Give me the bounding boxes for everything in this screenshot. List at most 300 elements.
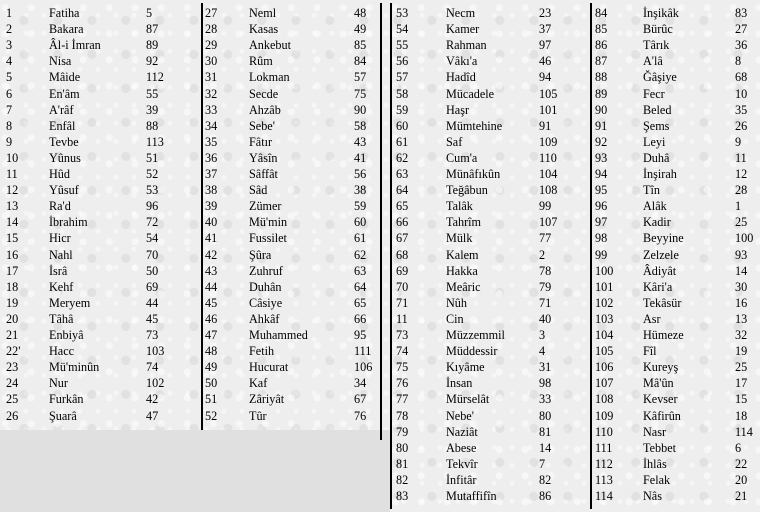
surah-name: Mülk xyxy=(446,231,473,246)
surah-count: 97 xyxy=(539,38,552,53)
surah-name: Bakara xyxy=(49,22,84,37)
surah-num: 2 xyxy=(6,22,13,37)
surah-count: 8 xyxy=(735,54,742,69)
surah-name: Cin xyxy=(446,311,464,326)
surah-count: 54 xyxy=(146,231,159,246)
surah-name: Yûsuf xyxy=(49,183,79,198)
surah-name: Felak xyxy=(643,472,671,487)
surah-count: 2 xyxy=(539,247,546,262)
surah-name: Sebe' xyxy=(249,118,275,133)
surah-num: 47 xyxy=(205,328,218,342)
surah-name: Âl-i İmran xyxy=(49,38,101,53)
surah-count: 98 xyxy=(539,376,552,391)
surah-count: 65 xyxy=(354,295,367,310)
surah-count: 14 xyxy=(735,263,748,278)
surah-name: Kehf xyxy=(49,279,74,294)
surah-count: 88 xyxy=(146,118,159,133)
surah-count: 12 xyxy=(735,167,748,181)
surah-num: 100 xyxy=(595,263,614,278)
surah-num: 82 xyxy=(396,472,409,487)
surah-num: 104 xyxy=(595,328,614,342)
surah-name: Müzzemmil xyxy=(446,328,505,342)
surah-name: Nasr xyxy=(643,424,667,439)
surah-num: 28 xyxy=(205,22,218,37)
surah-name: Neml xyxy=(249,6,277,20)
surah-num: 96 xyxy=(595,199,608,214)
surah-num: 99 xyxy=(595,247,608,262)
surah-num: 29 xyxy=(205,38,218,53)
surah-name: Tevbe xyxy=(49,134,79,149)
surah-name: Muhammed xyxy=(249,328,308,342)
surah-num: 43 xyxy=(205,263,218,278)
surah-count: 19 xyxy=(735,344,748,359)
surah-name: Şuarâ xyxy=(49,408,77,423)
surah-name: Ankebut xyxy=(249,38,291,53)
surah-name: Ahzâb xyxy=(249,102,281,117)
surah-name: Yâsîn xyxy=(249,150,278,165)
surah-name: Asr xyxy=(643,311,661,326)
surah-count: 89 xyxy=(146,38,159,53)
surah-count: 110 xyxy=(539,150,557,165)
surah-name: Duhân xyxy=(249,279,282,294)
surah-name: Kadir xyxy=(643,215,671,230)
surah-name: Hacc xyxy=(49,344,75,359)
surah-num: 11 xyxy=(396,311,408,326)
surah-count: 103 xyxy=(146,344,165,359)
surah-name: Tekâsür xyxy=(643,295,682,310)
surah-count: 112 xyxy=(146,70,164,85)
surah-num: 70 xyxy=(396,279,409,294)
surah-count: 79 xyxy=(539,279,552,294)
surah-num: 108 xyxy=(595,392,614,407)
surah-count: 100 xyxy=(735,231,754,246)
surah-name: Nebe' xyxy=(446,408,474,423)
surah-count: 7 xyxy=(539,456,546,471)
surah-name: Hadîd xyxy=(446,70,476,85)
surah-count: 91 xyxy=(539,118,552,133)
surah-num: 53 xyxy=(396,6,409,20)
surah-name: Talâk xyxy=(446,199,473,214)
surah-num: 38 xyxy=(205,183,218,198)
surah-num: 112 xyxy=(595,456,613,471)
surah-count: 28 xyxy=(735,183,748,198)
surah-name: Necm xyxy=(446,6,476,20)
surah-num: 35 xyxy=(205,134,218,149)
surah-num: 62 xyxy=(396,150,409,165)
surah-count: 73 xyxy=(146,328,159,342)
surah-num: 19 xyxy=(6,295,19,310)
surah-num: 71 xyxy=(396,295,409,310)
surah-name: Zuhruf xyxy=(249,263,283,278)
surah-name: Fetih xyxy=(249,344,275,359)
surah-name: Nâs xyxy=(643,489,662,503)
surah-name: Tekvîr xyxy=(446,456,478,471)
surah-name: Mürselât xyxy=(446,392,490,407)
surah-count: 111 xyxy=(354,344,372,359)
surah-num: 7 xyxy=(6,102,13,117)
surah-name: Mücadele xyxy=(446,86,495,101)
surah-name: Naziât xyxy=(446,424,478,439)
surah-num: 60 xyxy=(396,118,409,133)
surah-name: Mümtehine xyxy=(446,118,503,133)
surah-count: 67 xyxy=(354,392,367,407)
surah-name: Hümeze xyxy=(643,328,684,342)
surah-num: 23 xyxy=(6,360,19,375)
surah-num: 75 xyxy=(396,360,409,375)
surah-num: 30 xyxy=(205,54,218,69)
surah-num: 3 xyxy=(6,38,13,53)
surah-count: 3 xyxy=(539,328,546,342)
surah-count: 53 xyxy=(146,183,159,198)
surah-name: Zelzele xyxy=(643,247,679,262)
surah-name: Hicr xyxy=(49,231,71,246)
surah-count: 81 xyxy=(539,424,552,439)
surah-count: 37 xyxy=(539,22,552,37)
surah-name: İbrahim xyxy=(49,215,88,230)
surah-name: Zâriyât xyxy=(249,392,285,407)
surah-name: Kâfirûn xyxy=(643,408,681,423)
surah-name: Mâide xyxy=(49,70,81,85)
surah-count: 58 xyxy=(354,118,367,133)
surah-name: Enfâl xyxy=(49,118,76,133)
surah-num: 85 xyxy=(595,22,608,37)
surah-count: 36 xyxy=(735,38,748,53)
surah-num: 1 xyxy=(6,6,13,20)
surah-count: 74 xyxy=(146,360,159,375)
surah-num: 92 xyxy=(595,134,608,149)
surah-num: 56 xyxy=(396,54,409,69)
surah-count: 30 xyxy=(735,279,748,294)
surah-name: Sâffât xyxy=(249,167,278,181)
surah-num: 21 xyxy=(6,328,19,342)
surah-count: 107 xyxy=(539,215,558,230)
surah-count: 42 xyxy=(146,392,159,407)
surah-count: 104 xyxy=(539,167,558,181)
surah-count: 64 xyxy=(354,279,367,294)
surah-name: Rûm xyxy=(249,54,273,69)
surah-num: 80 xyxy=(396,440,409,455)
surah-count: 99 xyxy=(539,199,552,214)
surah-num: 89 xyxy=(595,86,608,101)
surah-count: 52 xyxy=(146,167,159,181)
surah-count: 1 xyxy=(735,199,742,214)
surah-name: A'râf xyxy=(49,102,74,117)
surah-num: 110 xyxy=(595,424,613,439)
surah-count: 62 xyxy=(354,247,367,262)
surah-num: 50 xyxy=(205,376,218,391)
surah-count: 78 xyxy=(539,263,552,278)
surah-name: Hûd xyxy=(49,167,70,181)
surah-num: 24 xyxy=(6,376,19,391)
surah-name: Nûh xyxy=(446,295,467,310)
surah-name: Furkân xyxy=(49,392,84,407)
surah-num: 76 xyxy=(396,376,409,391)
surah-name: Kamer xyxy=(446,22,480,37)
surah-num: 105 xyxy=(595,344,614,359)
surah-count: 106 xyxy=(354,360,373,375)
surah-num: 57 xyxy=(396,70,409,85)
surah-num: 111 xyxy=(595,440,613,455)
surah-count: 41 xyxy=(354,150,367,165)
surah-num: 20 xyxy=(6,311,19,326)
surah-num: 32 xyxy=(205,86,218,101)
surah-count: 31 xyxy=(539,360,552,375)
surah-num: 37 xyxy=(205,167,218,181)
surah-name: Nur xyxy=(49,376,68,391)
surah-count: 83 xyxy=(735,6,748,20)
surah-name: Fatiha xyxy=(49,6,80,20)
surah-num: 79 xyxy=(396,424,409,439)
surah-count: 66 xyxy=(354,311,367,326)
surah-name: Ra'd xyxy=(49,199,71,214)
surah-count: 27 xyxy=(735,22,748,37)
surah-num: 46 xyxy=(205,311,218,326)
surah-num: 98 xyxy=(595,231,608,246)
surah-count: 63 xyxy=(354,263,367,278)
surah-num: 74 xyxy=(396,344,409,359)
surah-num: 49 xyxy=(205,360,218,375)
surah-count: 46 xyxy=(539,54,552,69)
surah-name: Vâkı'a xyxy=(446,54,478,69)
surah-num: 106 xyxy=(595,360,614,375)
surah-name: Nisa xyxy=(49,54,72,69)
surah-num: 13 xyxy=(6,199,19,214)
surah-name: Zümer xyxy=(249,199,282,214)
surah-num: 39 xyxy=(205,199,218,214)
surah-count: 4 xyxy=(539,344,546,359)
surah-count: 113 xyxy=(146,134,164,149)
surah-count: 102 xyxy=(146,376,165,391)
surah-name: Secde xyxy=(249,86,279,101)
surah-name: Âdiyât xyxy=(643,263,677,278)
surah-name: Sâd xyxy=(249,183,268,198)
surah-num: 15 xyxy=(6,231,19,246)
surah-num: 66 xyxy=(396,215,409,230)
surah-num: 95 xyxy=(595,183,608,198)
surah-count: 56 xyxy=(354,167,367,181)
surah-num: 4 xyxy=(6,54,13,69)
surah-name: Mâ'ûn xyxy=(643,376,674,391)
surah-count: 50 xyxy=(146,263,159,278)
surah-num: 26 xyxy=(6,408,19,423)
surah-name: Münâfıkûn xyxy=(446,167,501,181)
surah-name: Saf xyxy=(446,134,463,149)
surah-num: 41 xyxy=(205,231,218,246)
surah-count: 90 xyxy=(354,102,367,117)
surah-name: Tebbet xyxy=(643,440,676,455)
surah-count: 114 xyxy=(735,424,753,439)
surah-name: Beyyine xyxy=(643,231,684,246)
surah-name: Tûr xyxy=(249,408,267,423)
surah-count: 25 xyxy=(735,360,748,375)
surah-name: Mü'minûn xyxy=(49,360,100,375)
surah-count: 82 xyxy=(539,472,552,487)
surah-count: 48 xyxy=(354,6,367,20)
surah-num: 83 xyxy=(396,489,409,503)
surah-count: 60 xyxy=(354,215,367,230)
surah-count: 93 xyxy=(735,247,748,262)
surah-num: 6 xyxy=(6,86,13,101)
surah-count: 21 xyxy=(735,489,748,503)
surah-name: Alâk xyxy=(643,199,667,214)
column-divider xyxy=(390,3,392,509)
surah-count: 35 xyxy=(735,102,748,117)
surah-count: 22 xyxy=(735,456,748,471)
surah-name: Fîl xyxy=(643,344,657,359)
surah-num: 42 xyxy=(205,247,218,262)
surah-count: 55 xyxy=(146,86,159,101)
surah-num: 55 xyxy=(396,38,409,53)
column-divider xyxy=(201,3,203,430)
surah-num: 58 xyxy=(396,86,409,101)
surah-name: Hucurat xyxy=(249,360,289,375)
surah-count: 75 xyxy=(354,86,367,101)
surah-count: 86 xyxy=(539,489,552,503)
surah-name: Tahrîm xyxy=(446,215,482,230)
surah-num: 8 xyxy=(6,118,13,133)
surah-name: Tâhâ xyxy=(49,311,74,326)
surah-name: Kureyş xyxy=(643,360,679,375)
surah-name: Duhâ xyxy=(643,150,670,165)
surah-num: 16 xyxy=(6,247,19,262)
surah-count: 16 xyxy=(735,295,748,310)
surah-count: 85 xyxy=(354,38,367,53)
surah-count: 68 xyxy=(735,70,748,85)
surah-num: 51 xyxy=(205,392,218,407)
surah-num: 97 xyxy=(595,215,608,230)
surah-count: 38 xyxy=(354,183,367,198)
surah-num: 5 xyxy=(6,70,13,85)
surah-num: 87 xyxy=(595,54,608,69)
surah-name: En'âm xyxy=(49,86,80,101)
surah-name: Fussilet xyxy=(249,231,287,246)
surah-count: 10 xyxy=(735,86,748,101)
surah-count: 84 xyxy=(354,54,367,69)
surah-num: 17 xyxy=(6,263,19,278)
surah-name: İnşirah xyxy=(643,167,677,181)
surah-count: 25 xyxy=(735,215,748,230)
surah-num: 78 xyxy=(396,408,409,423)
surah-num: 67 xyxy=(396,231,409,246)
surah-num: 22' xyxy=(6,344,21,359)
surah-num: 114 xyxy=(595,489,613,503)
surah-name: İnşikâk xyxy=(643,6,679,20)
surah-name: Kâri'a xyxy=(643,279,673,294)
surah-name: Mutaffifîn xyxy=(446,489,497,503)
surah-num: 27 xyxy=(205,6,218,20)
surah-num: 12 xyxy=(6,183,19,198)
surah-num: 73 xyxy=(396,328,409,342)
surah-num: 107 xyxy=(595,376,614,391)
surah-num: 102 xyxy=(595,295,614,310)
surah-num: 45 xyxy=(205,295,218,310)
surah-num: 44 xyxy=(205,279,218,294)
surah-num: 63 xyxy=(396,167,409,181)
column-divider xyxy=(590,3,592,509)
surah-count: 95 xyxy=(354,328,367,342)
surah-name: Kalem xyxy=(446,247,479,262)
surah-name: Tîn xyxy=(643,183,660,198)
surah-num: 81 xyxy=(396,456,409,471)
surah-count: 80 xyxy=(539,408,552,423)
surah-count: 15 xyxy=(735,392,748,407)
surah-num: 31 xyxy=(205,70,218,85)
surah-count: 45 xyxy=(146,311,159,326)
surah-count: 101 xyxy=(539,102,558,117)
surah-count: 92 xyxy=(146,54,159,69)
surah-name: İnsan xyxy=(446,376,473,391)
surah-num: 61 xyxy=(396,134,409,149)
surah-count: 43 xyxy=(354,134,367,149)
surah-count: 9 xyxy=(735,134,742,149)
surah-num: 88 xyxy=(595,70,608,85)
surah-name: Müddessir xyxy=(446,344,498,359)
surah-num: 40 xyxy=(205,215,218,230)
surah-name: Hakka xyxy=(446,263,478,278)
surah-num: 91 xyxy=(595,118,608,133)
surah-count: 77 xyxy=(539,231,552,246)
surah-count: 6 xyxy=(735,440,742,455)
surah-name: Kasas xyxy=(249,22,279,37)
surah-name: Rahman xyxy=(446,38,487,53)
surah-name: Bürûc xyxy=(643,22,673,37)
surah-name: Kaf xyxy=(249,376,268,391)
surah-num: 48 xyxy=(205,344,218,359)
surah-num: 11 xyxy=(6,167,18,181)
surah-count: 49 xyxy=(354,22,367,37)
surah-name: Haşr xyxy=(446,102,470,117)
surah-count: 34 xyxy=(354,376,367,391)
surah-num: 68 xyxy=(396,247,409,262)
surah-count: 14 xyxy=(539,440,552,455)
surah-name: Leyi xyxy=(643,134,666,149)
surah-name: A'lâ xyxy=(643,54,663,69)
surah-num: 25 xyxy=(6,392,19,407)
surah-num: 18 xyxy=(6,279,19,294)
surah-num: 54 xyxy=(396,22,409,37)
surah-num: 93 xyxy=(595,150,608,165)
surah-num: 69 xyxy=(396,263,409,278)
surah-name: İnfitâr xyxy=(446,472,477,487)
surah-num: 77 xyxy=(396,392,409,407)
surah-name: Lokman xyxy=(249,70,290,85)
surah-num: 113 xyxy=(595,472,613,487)
surah-name: Şûra xyxy=(249,247,272,262)
surah-count: 18 xyxy=(735,408,748,423)
surah-name: Fecr xyxy=(643,86,665,101)
surah-count: 87 xyxy=(146,22,159,37)
surah-count: 71 xyxy=(539,295,552,310)
surah-count: 94 xyxy=(539,70,552,85)
surah-count: 26 xyxy=(735,118,748,133)
surah-num: 59 xyxy=(396,102,409,117)
surah-count: 105 xyxy=(539,86,558,101)
surah-name: Nahl xyxy=(49,247,73,262)
surah-count: 76 xyxy=(354,408,367,423)
surah-name: İsrâ xyxy=(49,263,68,278)
surah-count: 32 xyxy=(735,328,748,342)
surah-num: 10 xyxy=(6,150,19,165)
surah-count: 20 xyxy=(735,472,748,487)
surah-name: Ğâşiye xyxy=(643,70,677,85)
surah-name: Câsiye xyxy=(249,295,283,310)
surah-name: Meâric xyxy=(446,279,481,294)
surah-num: 84 xyxy=(595,6,608,20)
surah-name: Ahkâf xyxy=(249,311,280,326)
surah-name: Cum'a xyxy=(446,150,478,165)
surah-count: 23 xyxy=(539,6,552,20)
surah-count: 13 xyxy=(735,311,748,326)
